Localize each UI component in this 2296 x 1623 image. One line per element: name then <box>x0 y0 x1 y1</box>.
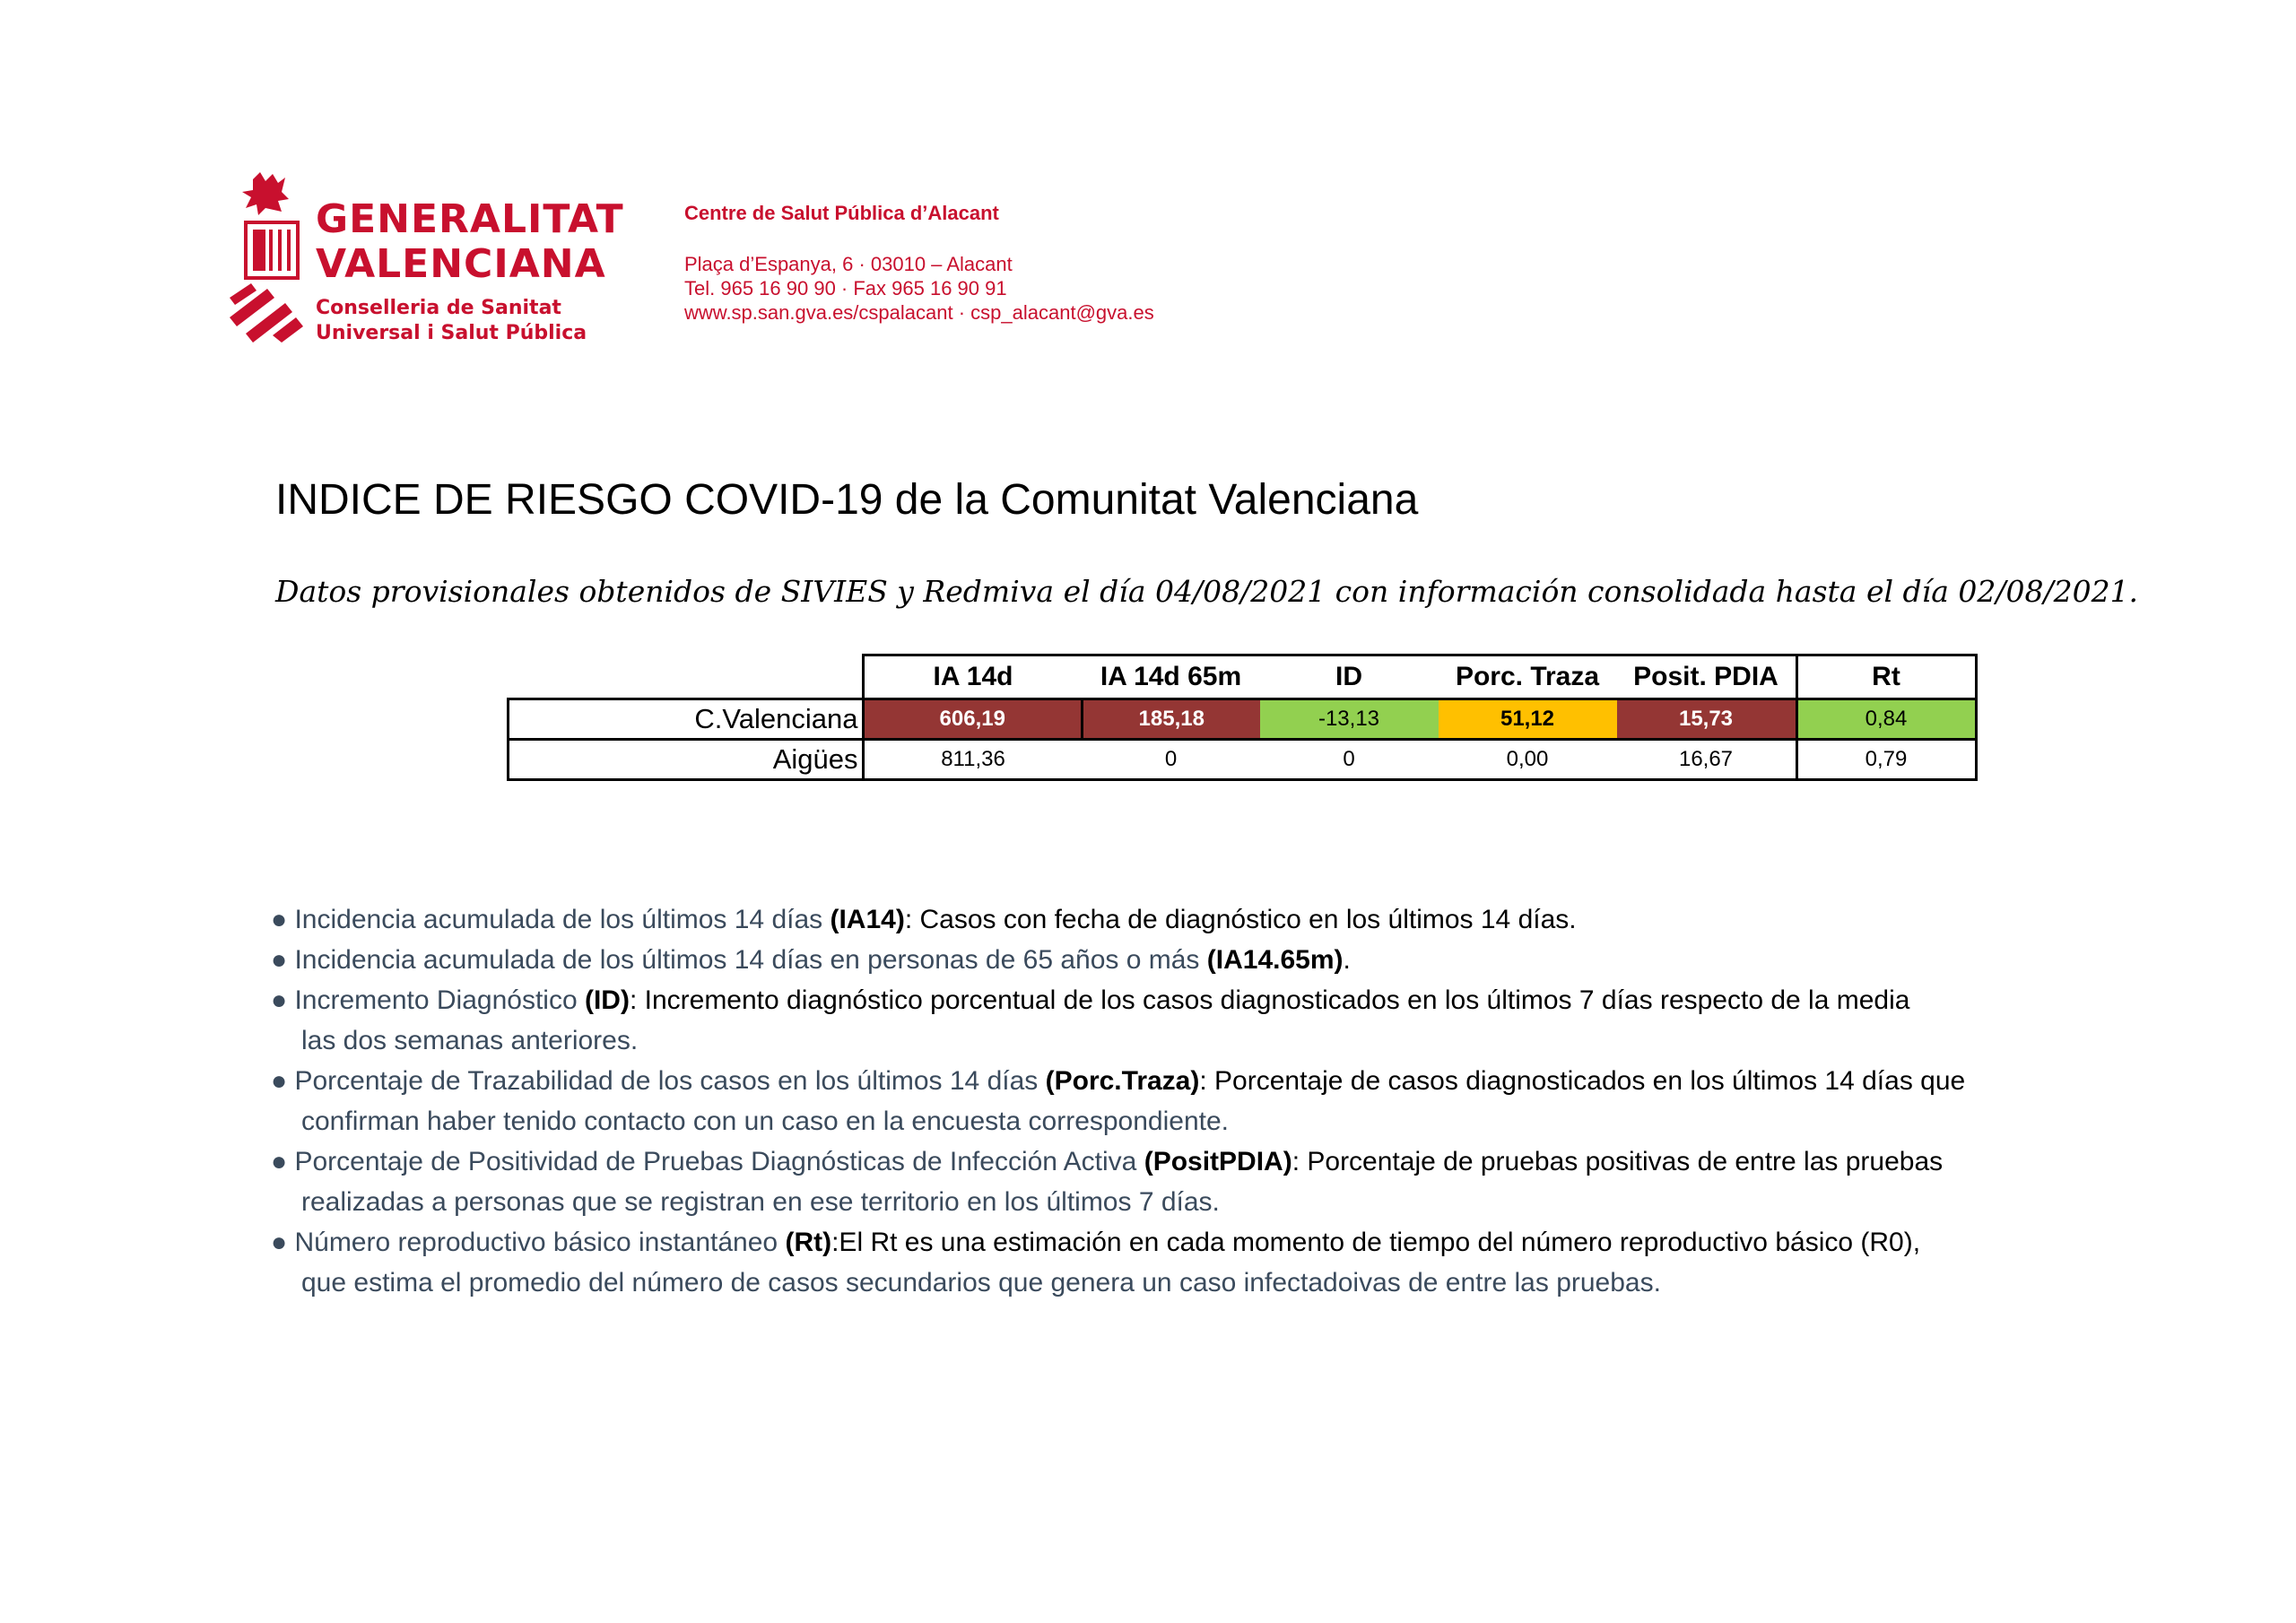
definition-continuation: confirman haber tenido contacto con un caso en la encuesta correspondiente. <box>301 1107 1230 1136</box>
definition-continuation: que estima el promedio del número de casos secundarios que genera un caso infectadoivas de entre las pruebas. <box>301 1268 1661 1298</box>
definition-lead: Porcentaje de Positividad de Pruebas Diagnósticas de Infección Activa <box>294 1147 1144 1176</box>
logo-line-1: GENERALITAT <box>316 196 624 242</box>
contact-block <box>684 201 1154 325</box>
cell-posit-pdia: 15,73 <box>1617 699 1797 740</box>
table-row <box>509 699 1977 740</box>
table-corner <box>509 655 864 699</box>
definition-continuation: realizadas a personas que se registran en ese territorio en los últimos 7 días. <box>301 1187 1220 1217</box>
phone: Tel. 965 16 90 90 · Fax 965 16 90 91 <box>684 277 1007 299</box>
definition-item <box>271 1222 2289 1303</box>
column-header: Rt <box>1796 655 1976 699</box>
bullet-icon: ● <box>271 905 288 934</box>
page-subtitle: Datos provisionales obtenidos de SIVIES y Redmiva el día 04/08/2021 con información consolidada hasta el día 02/08/2021. <box>275 574 2139 609</box>
generalitat-logo <box>226 170 624 350</box>
page-title: INDICE DE RIESGO COVID-19 de la Comunitat Valenciana <box>275 476 1419 524</box>
center-name: Centre de Salut Pública d’Alacant <box>684 202 999 224</box>
column-header: ID <box>1260 655 1439 699</box>
coat-of-arms-icon <box>226 172 311 343</box>
bullet-icon: ● <box>271 945 288 975</box>
cell-id: 0 <box>1260 740 1439 780</box>
bullet-icon: ● <box>271 1228 288 1257</box>
cell-rt: 0,79 <box>1796 740 1976 780</box>
definitions-list <box>271 899 2289 1303</box>
column-header: Posit. PDIA <box>1617 655 1797 699</box>
definition-item <box>271 899 2289 940</box>
web-link[interactable]: www.sp.san.gva.es/cspalacant · csp_alacant@gva.es <box>684 301 1154 324</box>
column-header: Porc. Traza <box>1439 655 1617 699</box>
cell-id: -13,13 <box>1260 699 1439 740</box>
definition-abbr: (Porc.Traza) <box>1045 1066 1200 1096</box>
definition-abbr: (IA14.65m) <box>1206 945 1344 975</box>
logo-line-4: Universal i Salut Pública <box>316 322 587 344</box>
cell-posit-pdia: 16,67 <box>1617 740 1797 780</box>
definition-text: :El Rt es una estimación en cada momento de tiempo del número reproductivo básico (R0), <box>831 1228 1921 1257</box>
column-header: IA 14d <box>863 655 1083 699</box>
cell-rt: 0,84 <box>1796 699 1976 740</box>
address: Plaça d’Espanya, 6 · 03010 – Alacant <box>684 253 1013 275</box>
risk-index-table <box>507 654 1978 781</box>
definition-abbr: (ID) <box>584 985 630 1015</box>
definition-abbr: (Rt) <box>785 1228 832 1257</box>
row-label: C.Valenciana <box>509 699 864 740</box>
cell-ia14-65m: 185,18 <box>1083 699 1260 740</box>
definition-item <box>271 940 2289 980</box>
bullet-icon: ● <box>271 985 288 1015</box>
table-header-row <box>509 655 1977 699</box>
logo-line-2: VALENCIANA <box>316 241 606 287</box>
definition-text: : Porcentaje de casos diagnosticados en los últimos 14 días que <box>1199 1066 1966 1096</box>
definition-continuation: las dos semanas anteriores. <box>301 1026 639 1055</box>
column-header: IA 14d 65m <box>1083 655 1260 699</box>
definition-abbr: (PositPDIA) <box>1144 1147 1292 1176</box>
definition-text: : Porcentaje de pruebas positivas de entre las pruebas <box>1292 1147 1944 1176</box>
bullet-icon: ● <box>271 1066 288 1096</box>
cell-ia14-65m: 0 <box>1083 740 1260 780</box>
definition-lead: Número reproductivo básico instantáneo <box>294 1228 786 1257</box>
cell-porc-traza: 51,12 <box>1439 699 1617 740</box>
definition-item <box>271 980 2289 1061</box>
definition-text: : Incremento diagnóstico porcentual de los casos diagnosticados en los últimos 7 días respecto de la media <box>629 985 1910 1015</box>
definition-item <box>271 1141 2289 1222</box>
definition-text: : Casos con fecha de diagnóstico en los últimos 14 días. <box>904 905 1577 934</box>
definition-lead: Incremento Diagnóstico <box>294 985 585 1015</box>
definition-lead: Incidencia acumulada de los últimos 14 días en personas de 65 años o más <box>294 945 1207 975</box>
definition-text: . <box>1343 945 1351 975</box>
definition-lead: Incidencia acumulada de los últimos 14 días <box>294 905 831 934</box>
cell-ia14: 811,36 <box>863 740 1083 780</box>
table-row <box>509 740 1977 780</box>
cell-ia14: 606,19 <box>863 699 1083 740</box>
logo-line-3: Conselleria de Sanitat <box>316 297 561 319</box>
definition-lead: Porcentaje de Trazabilidad de los casos en los últimos 14 días <box>294 1066 1046 1096</box>
bullet-icon: ● <box>271 1147 288 1176</box>
cell-porc-traza: 0,00 <box>1439 740 1617 780</box>
definition-abbr: (IA14) <box>830 905 905 934</box>
definition-item <box>271 1061 2289 1141</box>
row-label: Aigües <box>509 740 864 780</box>
